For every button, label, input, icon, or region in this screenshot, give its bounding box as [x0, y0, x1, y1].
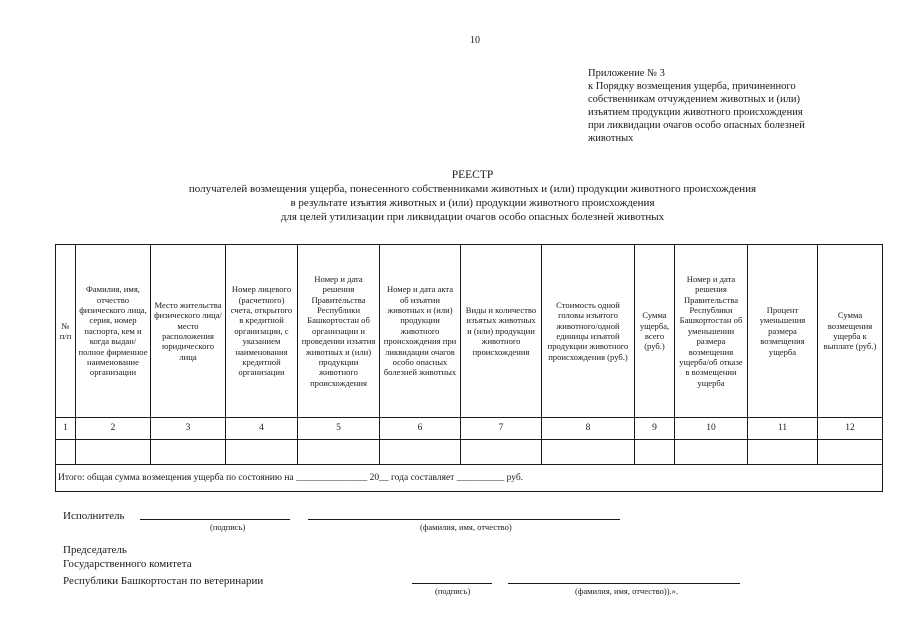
col-header-seizure-act: Номер и дата акта об изъятии животных и (или) продукции животного происхождения при ликвидации очагов особо опасных болезней животных [380, 245, 461, 418]
total-row [56, 465, 883, 492]
column-number: 3 [151, 418, 226, 440]
column-number: 1 [56, 418, 76, 440]
table-row [56, 440, 883, 465]
title-heading: РЕЕСТР [451, 169, 494, 181]
chair-signature-caption: (подпись) [435, 586, 471, 596]
chair-line: Республики Башкортостан по ветеринарии [63, 575, 264, 587]
column-number: 4 [226, 418, 298, 440]
title-line: получателей возмещения ущерба, понесенного собственниками животных и (или) продукции животного происхождения [188, 183, 757, 195]
column-number: 6 [380, 418, 461, 440]
col-header-name: Фамилия, имя, отчество физического лица, серия, номер паспорта, кем и когда выдан/полное фирменное наименование организации [76, 245, 151, 418]
table-cell [635, 440, 675, 465]
table-cell [56, 440, 76, 465]
column-number: 10 [675, 418, 748, 440]
annex-line: собственникам отчуждением животных и (или) [588, 94, 801, 105]
col-header-damage-total: Сумма ущерба, всего (руб.) [635, 245, 675, 418]
executor-label: Исполнитель [63, 510, 125, 522]
annex-line: изъятием продукции животного происхождения [588, 107, 803, 118]
title-line: в результате изъятия животных и (или) продукции животного происхождения [290, 197, 655, 209]
column-number: 8 [542, 418, 635, 440]
col-header-reduction-decision: Номер и дата решения Правительства Республики Башкортостан об уменьшении размера возмещения ущерба/об отказе в возмещении ущерба [675, 245, 748, 418]
executor-name-caption: (фамилия, имя, отчество) [420, 522, 512, 532]
annex-line: при ликвидации очагов особо опасных болезней [588, 120, 805, 131]
col-header-payout-sum: Сумма возмещения ущерба к выплате (руб.) [818, 245, 883, 418]
column-number: 9 [635, 418, 675, 440]
chair-name-caption: (фамилия, имя, отчество)).». [575, 586, 679, 596]
title-line: для целей утилизации при ликвидации очагов особо опасных болезней животных [280, 211, 665, 223]
table-cell [151, 440, 226, 465]
table-cell [76, 440, 151, 465]
chair-line: Председатель [63, 544, 127, 556]
table-cell [461, 440, 542, 465]
table-cell [818, 440, 883, 465]
table-header-row [56, 245, 883, 418]
column-number: 7 [461, 418, 542, 440]
annex-line: животных [588, 133, 634, 144]
annex-note [588, 67, 858, 145]
total-text: Итого: общая сумма возмещения ущерба по состоянию на _______________ 20__ года составляет __________ руб. [56, 465, 883, 492]
executor-signature-caption: (подпись) [210, 522, 246, 532]
column-number: 12 [818, 418, 883, 440]
page-number: 10 [470, 35, 480, 46]
column-number: 5 [298, 418, 380, 440]
table-cell [748, 440, 818, 465]
table-cell [226, 440, 298, 465]
table-cell [675, 440, 748, 465]
col-header-government-decision: Номер и дата решения Правительства Республики Башкортостан об организации и проведении изъятия животных и (или) продукции животного происхождения [298, 245, 380, 418]
annex-line: к Порядку возмещения ущерба, причиненного [588, 81, 796, 92]
executor-name-line [308, 519, 620, 520]
executor-signature-line [140, 519, 290, 520]
column-number: 2 [76, 418, 151, 440]
chair-line: Государственного комитета [63, 558, 192, 570]
col-header-animal-types: Виды и количество изъятых животных и (или) продукции животного происхождения [461, 245, 542, 418]
table-cell [380, 440, 461, 465]
register-table [55, 244, 883, 492]
table-cell [542, 440, 635, 465]
col-header-residence: Место жительства физического лица/место расположения юридического лица [151, 245, 226, 418]
annex-line: Приложение № 3 [588, 68, 665, 79]
chair-title [63, 543, 263, 588]
column-number: 11 [748, 418, 818, 440]
chair-name-line [508, 583, 740, 584]
col-header-reduction-percent: Процент уменьшения размера возмещения ущерба [748, 245, 818, 418]
chair-signature-line [412, 583, 492, 584]
table-cell [298, 440, 380, 465]
col-header-unit-cost: Стоимость одной головы изъятого животного/одной единицы изъятой продукции животного происхождения (руб.) [542, 245, 635, 418]
document-title [0, 168, 905, 224]
col-header-number: № п/п [56, 245, 76, 418]
column-number-row [56, 418, 883, 440]
col-header-account: Номер лицевого (расчетного) счета, открытого в кредитной организации, с указанием наименования кредитной организации [226, 245, 298, 418]
